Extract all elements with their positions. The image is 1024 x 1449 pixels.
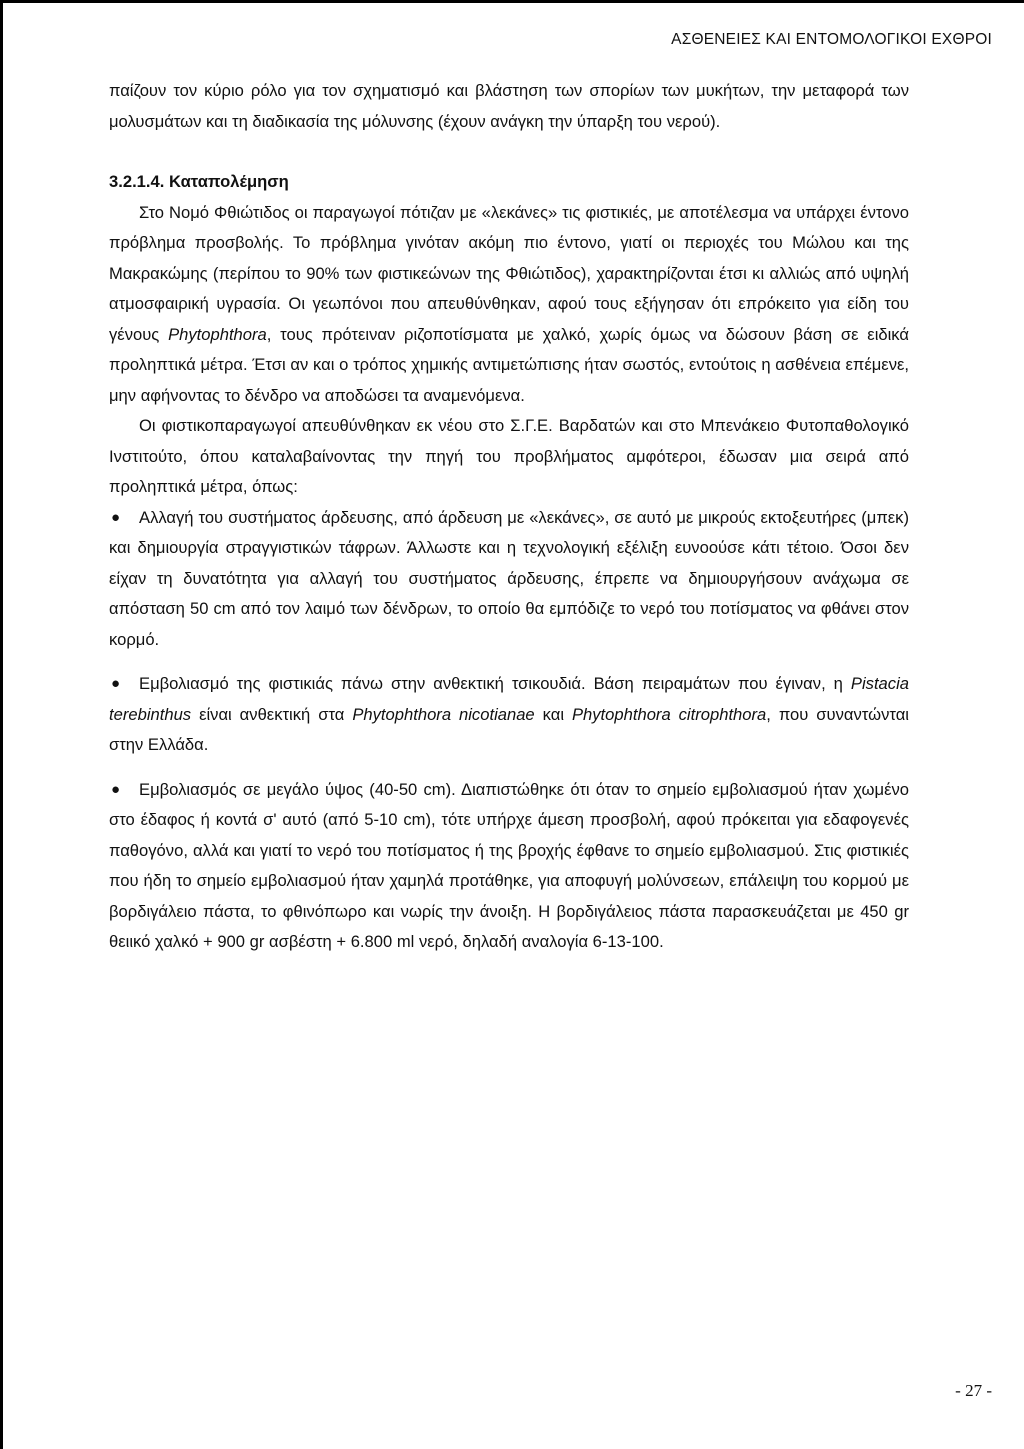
species-name-2: Phytophthora nicotianae <box>352 704 535 724</box>
genus-name: Phytophthora <box>168 324 267 344</box>
page-content <box>109 76 909 958</box>
section-heading: 3.2.1.4. Καταπολέμηση <box>109 172 289 191</box>
bullet-item-1-text: Αλλαγή του συστήματος άρδευσης, από άρδευση με «λεκάνες», σε αυτό με μικρούς εκτοξευτήρες (μπεκ) και δημιουργία στραγγιστικών τάφρων. Άλλωστε και η τεχνολογική εξέλιξη ευνοούσε κάτι τέτοιο. Όσοι δεν είχαν τη δυνατότητα για αλλαγή του συστήματος άρδευσης, έπρεπε να δημιουργήσουν ανάχωμα σε απόσταση 50 cm από τον λαιμό των δένδρων, το οποίο θα εμπόδιζε το νερό του ποτίσματος να φθάνει στον κορμό. <box>109 507 909 649</box>
species-name-3: Phytophthora citrophthora <box>571 704 767 724</box>
bullet-item-2-text-d: , που συναντώνται στην Ελλάδα. <box>109 704 909 754</box>
paragraph-2: Οι φιστικοπαραγωγοί απευθύνθηκαν εκ νέου στο Σ.Γ.Ε. Βαρδατών και στο Μπενάκειο Φυτοπαθολογικό Ινστιτούτο, όπου καταλαβαίνοντας την πηγή του προβλήματος αμφότεροι, έδωσαν μια σειρά από προληπτικά μέτρα, όπως: <box>109 416 909 496</box>
bullet-item-3 <box>109 775 909 958</box>
species-name-1: Pistacia terebinthus <box>109 674 909 724</box>
bullet-item-2-text-b: είναι ανθεκτική στα <box>191 704 353 724</box>
paragraph-1-text-b: , τους πρότειναν ριζοποτίσματα με χαλκό, χωρίς όμως να δώσουν βάση σε ειδικά προληπτικά μέτρα. Έτσι αν και ο τρόπος χημικής αντιμετώπισης ήταν σωστός, εντούτοις η ασθένεια επέμενε, μην αφήνοντας το δένδρο να αποδώσει τα αναμενόμενα. <box>109 324 909 405</box>
running-header: ΑΣΘΕΝΕΙΕΣ ΚΑΙ ΕΝΤΟΜΟΛΟΓΙΚΟΙ ΕΧΘΡΟΙ <box>671 31 992 48</box>
page-number: - 27 - <box>955 1381 992 1400</box>
bullet-item-1 <box>109 503 909 656</box>
bullet-item-2 <box>109 669 909 761</box>
paragraph-1-text-a: Στο Νομό Φθιώτιδος οι παραγωγοί πότιζαν με «λεκάνες» τις φιστικιές, με αποτέλεσμα να υπάρχει έντονο πρόβλημα προσβολής. Το πρόβλημα γινόταν ακόμη πιο έντονο, γιατί οι περιοχές του Μώλου και της Μακρακώμης (περίπου το 90% των φιστικεώνων της Φθιώτιδος), χαρακτηρίζονται έτσι κι αλλιώς από υψηλή ατμοσφαιρική υγρασία. Οι γεωπόνοι που απευθύνθηκαν, αφού τους εξήγησαν ότι επρόκειτο για είδη του γένους <box>109 202 909 344</box>
intro-paragraph: παίζουν τον κύριο ρόλο για τον σχηματισμό και βλάστηση των σπορίων των μυκήτων, την μεταφορά των μολυσμάτων και τη διαδικασία της μόλυνσης (έχουν ανάγκη την ύπαρξη του νερού). <box>109 81 909 131</box>
bullet-item-2-text-c: και <box>534 704 572 724</box>
bullet-icon: ● <box>111 675 121 692</box>
bullet-icon: ● <box>111 508 121 526</box>
bullet-item-3-text: Εμβολιασμός σε μεγάλο ύψος (40-50 cm). Διαπιστώθηκε ότι όταν το σημείο εμβολιασμού ήταν χωμένο στο έδαφος ή κοντά σ' αυτό (από 5-10 cm), τότε υπήρχε άμεση προσβολή, αφού πρόκειται για εδαφογενές παθογόνο, αλλά και γιατί το νερό του ποτίσματος ή της βροχής έφθανε το σημείο εμβολιασμού. Στις φιστικιές που ήδη το σημείο εμβολιασμού ήταν χαμηλά προτάθηκε, για αποφυγή μολύνσεων, επάλειψη του κορμού με βορδιγάλειο πάστα, το φθινόπωρο και νωρίς την άνοιξη. Η βορδιγάλειος πάστα παρασκευάζεται με 450 gr θειικό χαλκό + 900 gr ασβέστη + 6.800 ml νερό, δηλαδή αναλογία 6-13-100. <box>109 779 909 951</box>
bullet-icon: ● <box>111 780 121 798</box>
paragraph-1 <box>109 198 909 412</box>
bullet-item-2-text-a: Εμβολιασμό της φιστικιάς πάνω στην ανθεκτική τσικουδιά. Βάση πειραμάτων που έγιναν, η <box>139 674 851 693</box>
